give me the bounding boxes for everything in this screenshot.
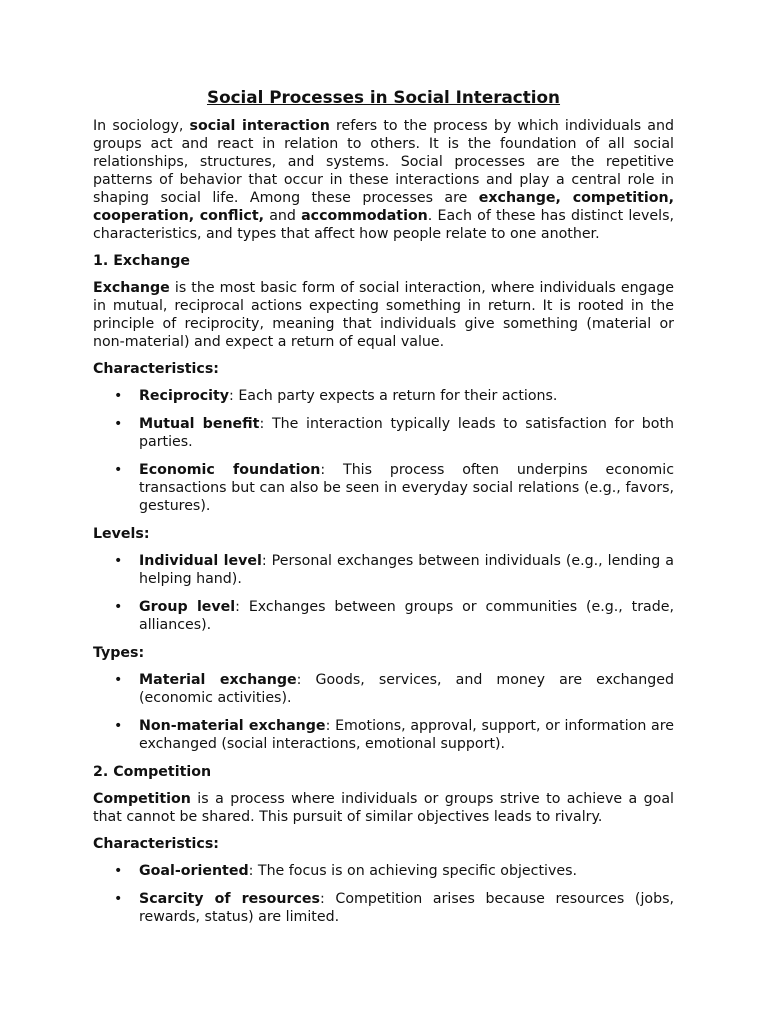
item-text: : Competition arises because resources (jobs, rewards, status) are limited.	[139, 891, 675, 925]
intro-text-4: . Each of these has distinct levels, characteristics, and types that affect how people relate to one another.	[93, 208, 674, 242]
exchange-characteristics-list	[93, 387, 674, 515]
item-term: Reciprocity	[139, 388, 230, 404]
exchange-levels-list	[93, 552, 674, 634]
list-item	[93, 387, 674, 405]
exchange-types-list	[93, 671, 674, 753]
competition-term: Competition	[93, 791, 191, 807]
list-item	[93, 717, 674, 753]
exchange-types-heading: Types:	[93, 645, 145, 661]
item-text: : The focus is on achieving specific objectives.	[248, 863, 577, 879]
intro-bold-social-interaction: social interaction	[189, 118, 330, 134]
competition-definition-text: is a process where individuals or groups strive to achieve a goal that cannot be shared. This pursuit of similar objectives leads to rivalry.	[93, 791, 674, 825]
item-term: Material exchange	[139, 672, 297, 688]
intro-text-1: In sociology,	[93, 118, 190, 134]
item-term: Scarcity of resources	[139, 891, 320, 907]
item-text: : Goods, services, and money are exchanged (economic activities).	[139, 672, 674, 706]
item-text: : Emotions, approval, support, or information are exchanged (social interactions, emotional support).	[139, 718, 674, 752]
list-item	[93, 890, 674, 926]
intro-text-3: and	[264, 208, 302, 224]
item-text: : Each party expects a return for their actions.	[229, 388, 558, 404]
item-term: Non-material exchange	[139, 718, 326, 734]
competition-definition	[93, 790, 674, 826]
bullet-icon: •	[114, 599, 123, 615]
section-heading-competition: 2. Competition	[93, 764, 212, 780]
item-term: Economic foundation	[139, 462, 321, 478]
exchange-levels-heading: Levels:	[93, 526, 150, 542]
list-item	[93, 461, 674, 515]
intro-text-2: refers to the process by which individuals and groups act and react in relation to others. It is the foundation of all social relationships, structures, and systems. Social processes are the repetitive patterns of behavior that occur in these interactions and play a central role in shaping social life. Among these processes are	[93, 118, 674, 206]
document-page	[93, 86, 674, 936]
list-item	[93, 552, 674, 588]
section-heading-exchange: 1. Exchange	[93, 253, 191, 269]
item-term: Mutual benefit	[139, 416, 260, 432]
intro-paragraph	[93, 117, 674, 243]
competition-characteristics-heading: Characteristics:	[93, 836, 219, 852]
item-text: : The interaction typically leads to satisfaction for both parties.	[139, 416, 674, 450]
document-title: Social Processes in Social Interaction	[206, 87, 561, 107]
exchange-characteristics-heading: Characteristics:	[93, 361, 219, 377]
bullet-icon: •	[114, 553, 123, 569]
list-item	[93, 862, 674, 880]
intro-bold-processes: exchange, competition, cooperation, conflict,	[93, 190, 674, 224]
bullet-icon: •	[114, 863, 123, 879]
bullet-icon: •	[114, 416, 123, 432]
exchange-term: Exchange	[93, 280, 170, 296]
bullet-icon: •	[114, 718, 123, 734]
list-item	[93, 415, 674, 451]
intro-bold-accommodation: accommodation	[301, 208, 428, 224]
bullet-icon: •	[114, 388, 123, 404]
list-item	[93, 598, 674, 634]
bullet-icon: •	[114, 672, 123, 688]
item-term: Goal-oriented	[139, 863, 249, 879]
item-term: Group level	[139, 599, 236, 615]
item-text: : Personal exchanges between individuals (e.g., lending a helping hand).	[139, 553, 674, 587]
item-text: : Exchanges between groups or communities (e.g., trade, alliances).	[139, 599, 675, 633]
item-term: Individual level	[139, 553, 262, 569]
bullet-icon: •	[114, 891, 123, 907]
bullet-icon: •	[114, 462, 123, 478]
item-text: : This process often underpins economic transactions but can also be seen in everyday social relations (e.g., favors, gestures).	[139, 462, 674, 514]
exchange-definition-text: is the most basic form of social interaction, where individuals engage in mutual, reciprocal actions expecting something in return. It is rooted in the principle of reciprocity, meaning that individuals give something (material or non-material) and expect a return of equal value.	[93, 280, 674, 350]
exchange-definition	[93, 279, 674, 351]
list-item	[93, 671, 674, 707]
competition-characteristics-list	[93, 862, 674, 926]
